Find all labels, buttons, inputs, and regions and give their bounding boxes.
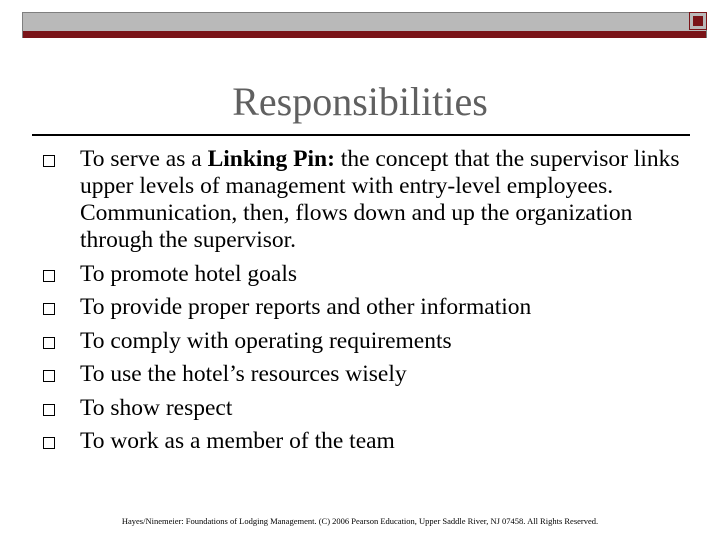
bullet-square-icon [43, 404, 55, 416]
bullet-square-icon [43, 270, 55, 282]
title-divider [32, 134, 690, 136]
bullet-text: To work as a member of the team [80, 428, 395, 454]
header-band [22, 12, 707, 38]
bullet-item-respect [0, 395, 720, 422]
bullet-item-resources [0, 361, 720, 388]
bullet-list [0, 146, 720, 462]
bullet-lead: To serve as a [80, 146, 208, 172]
copyright-footer: Hayes/Ninemeier: Foundations of Lodging Management. (C) 2006 Pearson Education, Upper Saddle River, NJ 07458. All Rights Reserved. [121, 516, 599, 526]
bullet-text: To provide proper reports and other information [80, 294, 532, 320]
bullet-text: To show respect [80, 394, 233, 421]
bullet-item-team [0, 428, 720, 455]
bullet-text [80, 146, 680, 253]
bullet-text: To comply with operating requirements [80, 327, 452, 354]
bullet-item-reports [0, 294, 720, 321]
bullet-item-hotel-goals [0, 261, 720, 288]
header-band-square-icon [689, 12, 707, 30]
bullet-text: To use the hotel’s resources wisely [80, 361, 407, 387]
bullet-square-icon [43, 370, 55, 382]
bullet-item-linking-pin [0, 146, 720, 254]
slide-title: Responsibilities [232, 79, 488, 124]
bullet-item-operating-requirements [0, 328, 720, 355]
bullet-square-icon [43, 437, 55, 449]
bullet-emphasis: Linking Pin: [207, 146, 335, 172]
bullet-square-icon [43, 155, 55, 167]
bullet-rest: the concept that the supervisor links upper levels of management with entry-level employees. Communication, then, flows down and up the organization through the supervisor. [80, 146, 680, 253]
bullet-text: To promote hotel goals [80, 260, 297, 287]
bullet-square-icon [43, 337, 55, 349]
bullet-square-icon [43, 303, 55, 315]
header-band-stripe [23, 31, 706, 38]
